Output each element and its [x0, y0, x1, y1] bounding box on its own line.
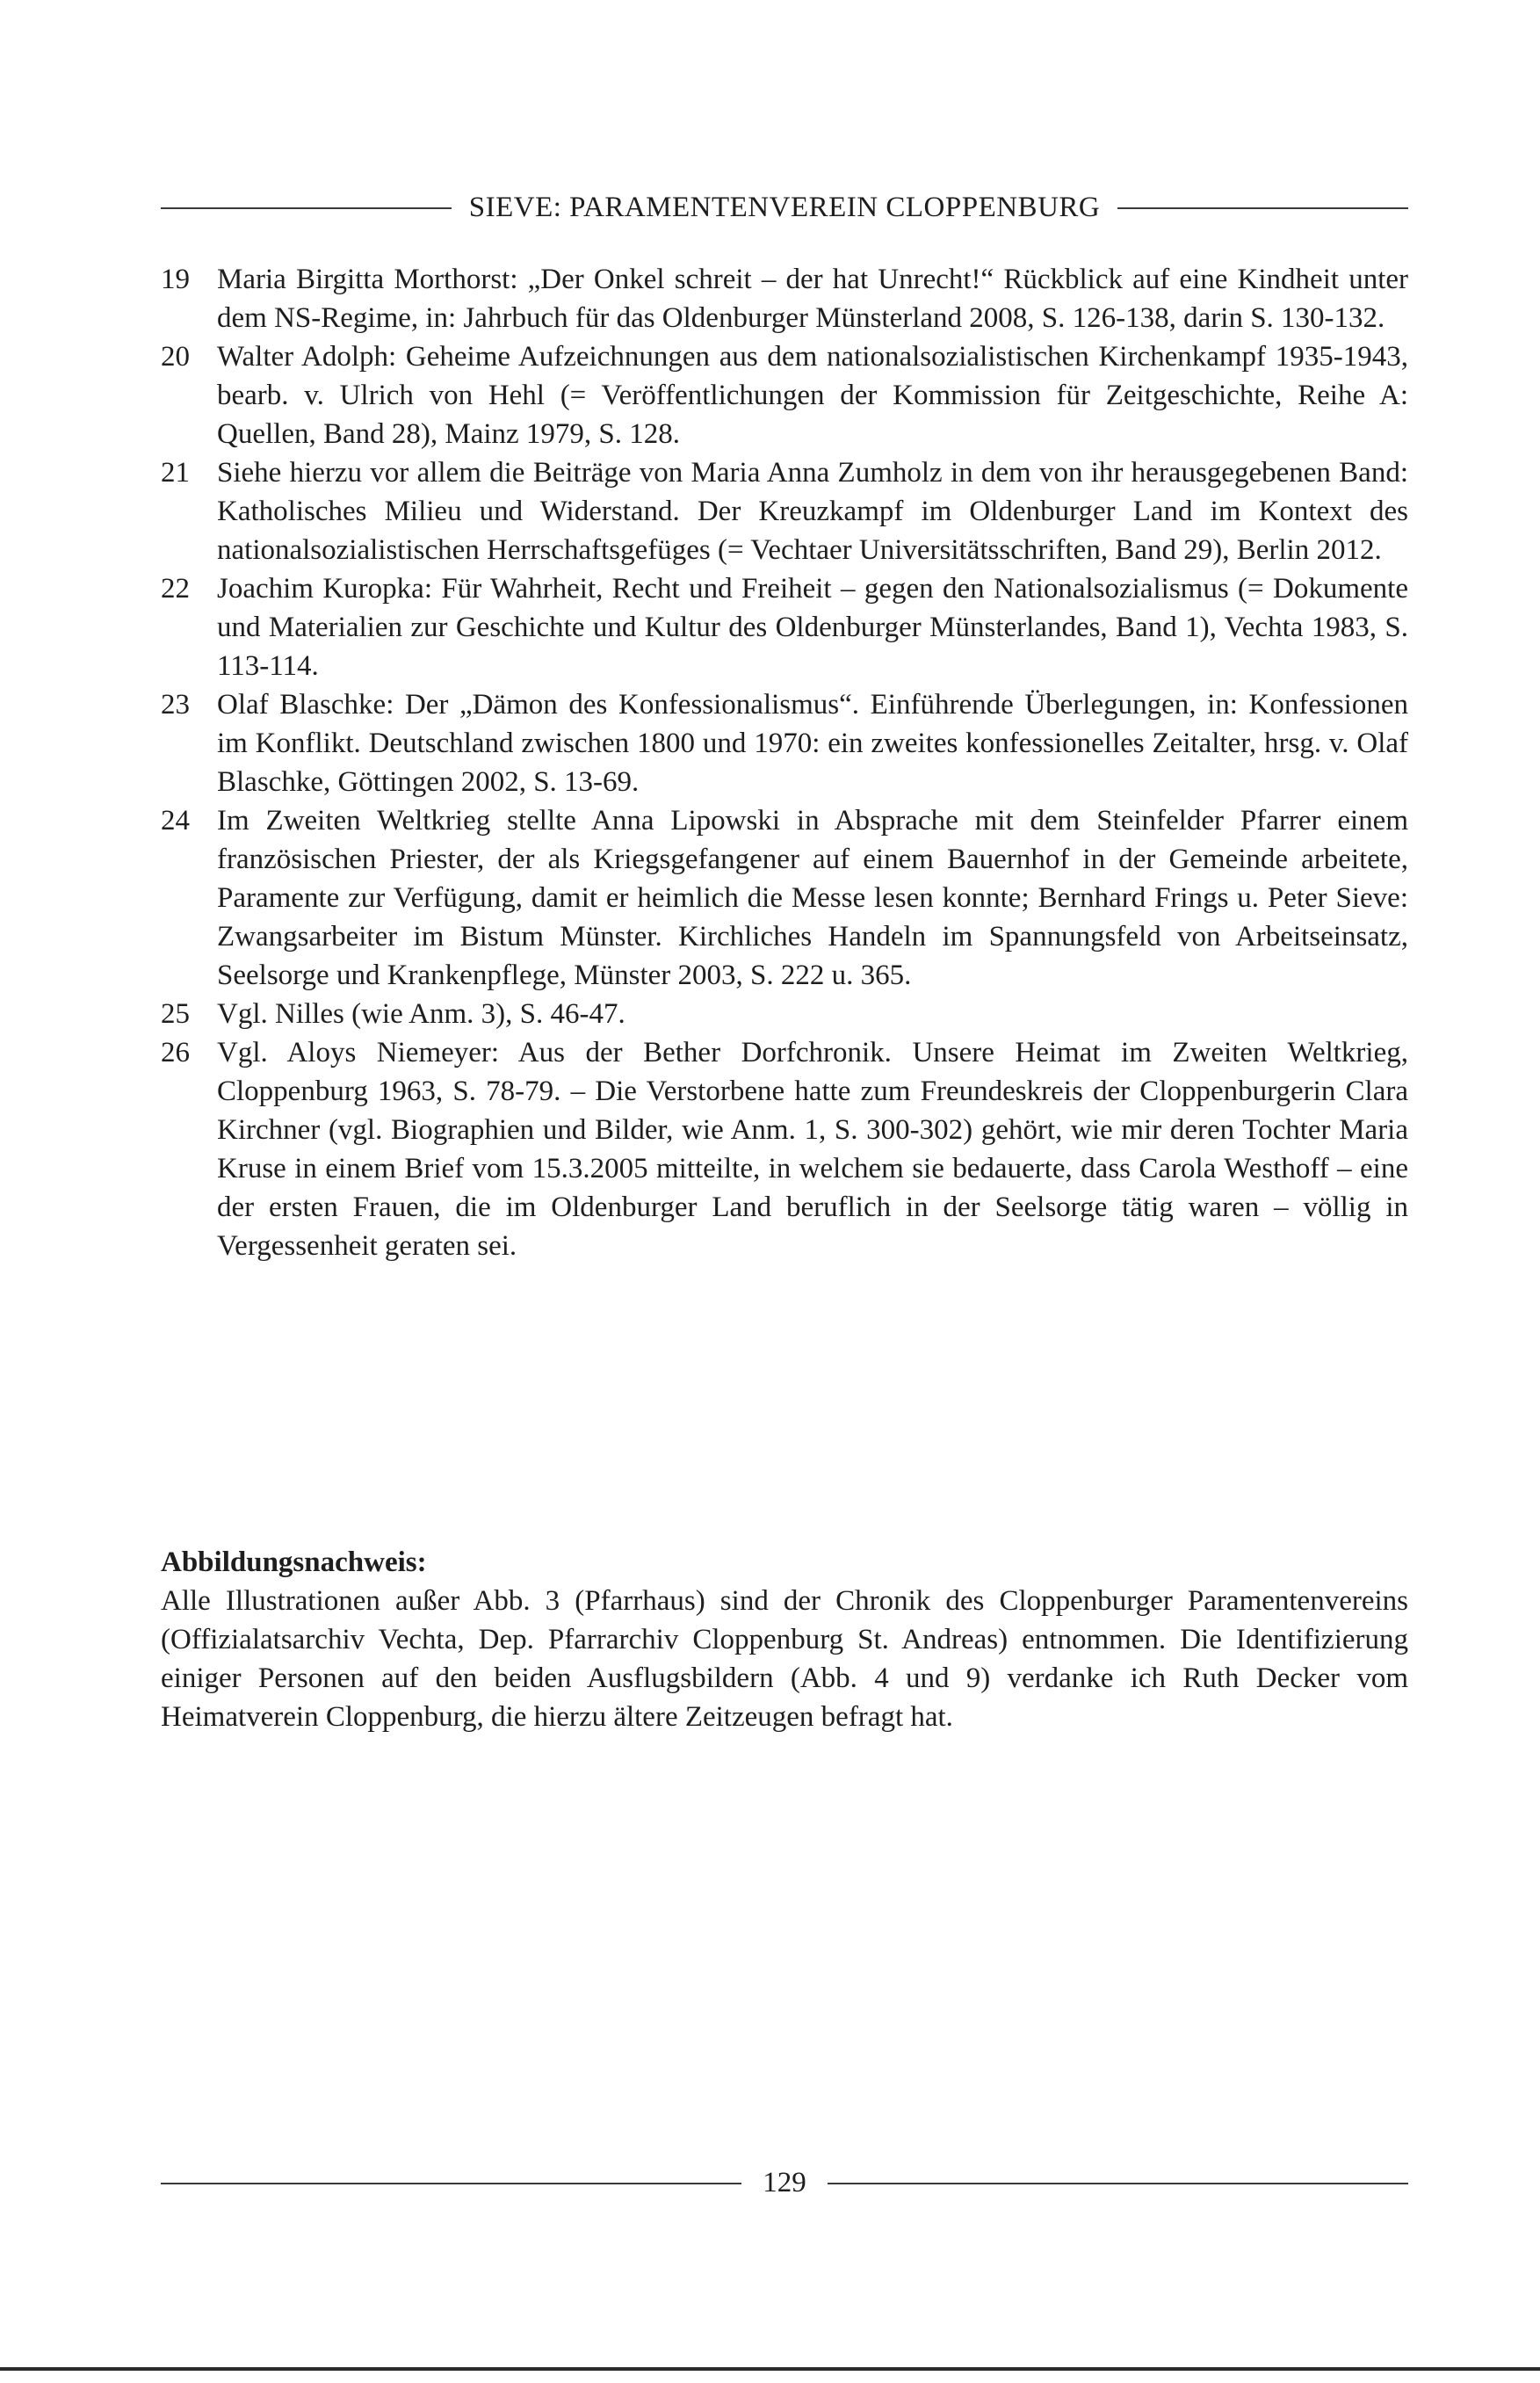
running-header-title: SIEVE: PARAMENTENVEREIN CLOPPENBURG: [468, 192, 1101, 223]
endnote-text: Joachim Kuropka: Für Wahrheit, Recht und Freiheit – gegen den Nationalsozialismus (= Dokumente und Materialien zur Geschichte und Kultur des Oldenburger Münsterlandes, Band 1), Vechta 1983, S. 113-114.: [217, 573, 1408, 682]
endnotes: [161, 260, 1408, 1265]
endnote: [161, 1033, 1408, 1265]
endnote-number: 26: [161, 1037, 190, 1068]
page-footer: [161, 2167, 1408, 2199]
endnote-text: Walter Adolph: Geheime Aufzeichnungen aus dem nationalsozialistischen Kirchenkampf 1935-1943, bearb. v. Ulrich von Hehl (= Veröffentlichungen der Kommission für Zeitgeschichte, Reihe A: Quellen, Band 28), Mainz 1979, S. 128.: [217, 341, 1408, 450]
endnote-text: Siehe hierzu vor allem die Beiträge von Maria Anna Zumholz in dem von ihr herausgegebenen Band: Katholisches Milieu und Widerstand. Der Kreuzkampf im Oldenburger Land im Kontext des nationalsozialistischen Herrschaftsgefüges (= Vechtaer Universitätsschriften, Band 29), Berlin 2012.: [217, 457, 1408, 566]
endnote-number: 22: [161, 573, 190, 605]
endnote-number: 25: [161, 998, 190, 1030]
endnote-text: Vgl. Aloys Niemeyer: Aus der Bether Dorfchronik. Unsere Heimat im Zweiten Weltkrieg, Cloppenburg 1963, S. 78-79. – Die Verstorbene hatte zum Freundeskreis der Cloppenburgerin Clara Kirchner (vgl. Biographien und Bilder, wie Anm. 1, S. 300-302) gehört, wie mir deren Tochter Maria Kruse in einem Brief vom 15.3.2005 mitteilte, in welchem sie bedauerte, dass Carola Westhoff – eine der ersten Frauen, die im Oldenburger Land beruflich in der Seelsorge tätig waren – völlig in Vergessenheit geraten sei.: [217, 1037, 1408, 1262]
endnote-text: Olaf Blaschke: Der „Dämon des Konfessionalismus“. Einführende Überlegungen, in: Konfessionen im Konflikt. Deutschland zwischen 1800 und 1970: ein zweites konfessionelles Zeitalter, hrsg. v. Olaf Blaschke, Göttingen 2002, S. 13-69.: [217, 689, 1408, 798]
header-rule-left: [161, 207, 452, 209]
endnote-number: 24: [161, 805, 190, 837]
endnote-text: Vgl. Nilles (wie Anm. 3), S. 46-47.: [217, 998, 625, 1030]
endnote: [161, 995, 1408, 1033]
endnote: [161, 453, 1408, 569]
endnote-text: Maria Birgitta Morthorst: „Der Onkel schreit – der hat Unrecht!“ Rückblick auf eine Kindheit unter dem NS-Regime, in: Jahrbuch für das Oldenburger Münsterland 2008, S. 126-138, darin S. 130-132.: [217, 264, 1408, 334]
image-credits-heading: Abbildungsnachweis:: [161, 1546, 427, 1578]
endnote-number: 19: [161, 264, 190, 295]
endnote-number: 23: [161, 689, 190, 721]
endnote-number: 20: [161, 341, 190, 373]
image-credits-text: Alle Illustrationen außer Abb. 3 (Pfarrhaus) sind der Chronik des Cloppenburger Paramentenvereins (Offizialatsarchiv Vechta, Dep. Pfarrarchiv Cloppenburg St. Andreas) entnommen. Die Identifizierung einiger Personen auf den beiden Ausflugsbildern (Abb. 4 und 9) verdanke ich Ruth Decker vom Heimatverein Cloppenburg, die hierzu ältere Zeitzeugen befragt hat.: [161, 1585, 1408, 1733]
image-credits: [161, 1543, 1408, 1736]
footer-rule-right: [828, 2183, 1408, 2184]
footer-rule-left: [161, 2183, 741, 2184]
endnote: [161, 685, 1408, 801]
endnote: [161, 801, 1408, 995]
endnote: [161, 569, 1408, 685]
endnote: [161, 260, 1408, 337]
scan-bottom-edge: [0, 2367, 1540, 2371]
endnote-text: Im Zweiten Weltkrieg stellte Anna Lipowski in Absprache mit dem Steinfelder Pfarrer einem französischen Priester, der als Kriegsgefangener auf einem Bauernhof in der Gemeinde arbeitete, Paramente zur Verfügung, damit er heimlich die Messe lesen konnte; Bernhard Frings u. Peter Sieve: Zwangsarbeiter im Bistum Münster. Kirchliches Handeln im Spannungsfeld von Arbeitseinsatz, Seelsorge und Krankenpflege, Münster 2003, S. 222 u. 365.: [217, 805, 1408, 991]
page-number: 129: [763, 2167, 806, 2198]
endnote: [161, 337, 1408, 453]
running-header: [161, 192, 1408, 224]
header-rule-right: [1117, 207, 1408, 209]
endnote-number: 21: [161, 457, 190, 489]
